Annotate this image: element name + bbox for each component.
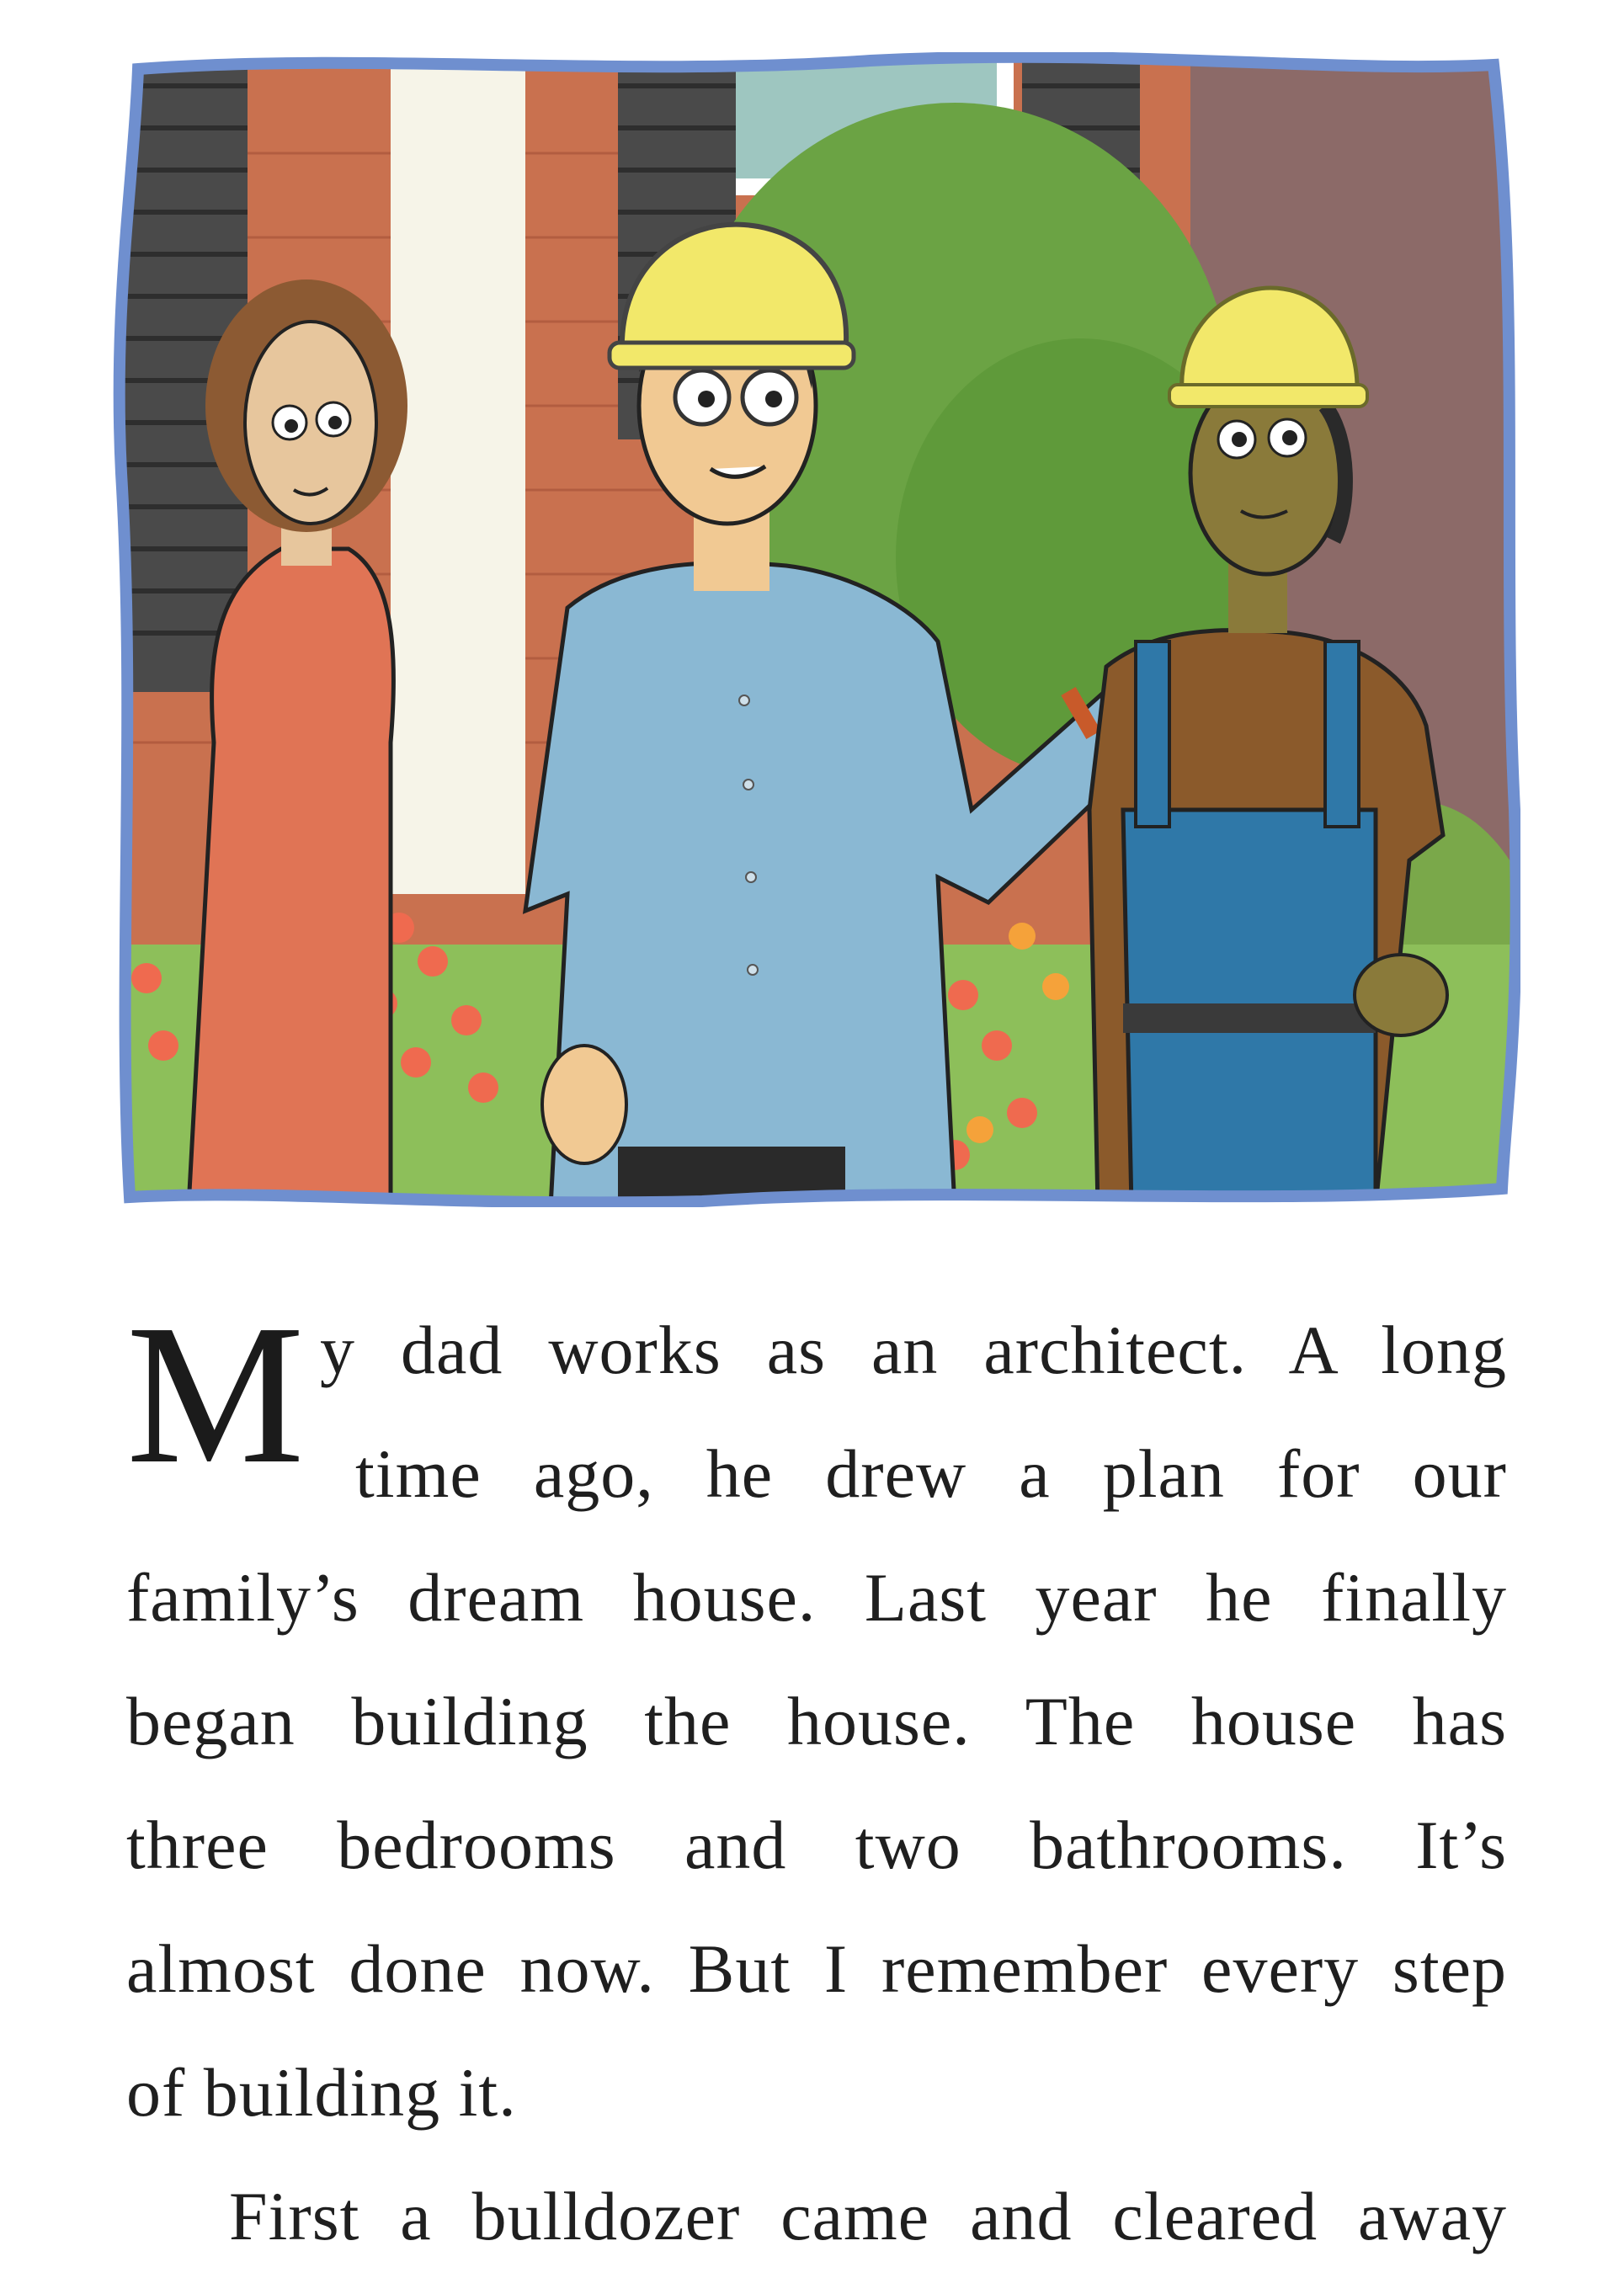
drop-cap: M [126, 1284, 306, 1505]
text-line-2: time ago, he drew a plan for our [355, 1435, 1507, 1512]
story-text [126, 1284, 1507, 2278]
woman-figure [189, 279, 407, 1207]
text-line-6: almost done now. But I remember every step [126, 1930, 1507, 2007]
text-line-5: three bedrooms and two bathrooms. It’s [126, 1807, 1507, 1883]
text-line-4: began building the house. The house has [126, 1683, 1507, 1759]
story-illustration [113, 52, 1520, 1207]
text-line-7: of building it. [126, 2054, 517, 2131]
text-line-1: y dad works as an architect. A long [320, 1312, 1507, 1388]
text-line-3: family’s dream house. Last year he finally [126, 1559, 1507, 1636]
text-line-8: First a bulldozer came and cleared away [229, 2178, 1507, 2254]
opening-paragraph-start [126, 1284, 1507, 1536]
